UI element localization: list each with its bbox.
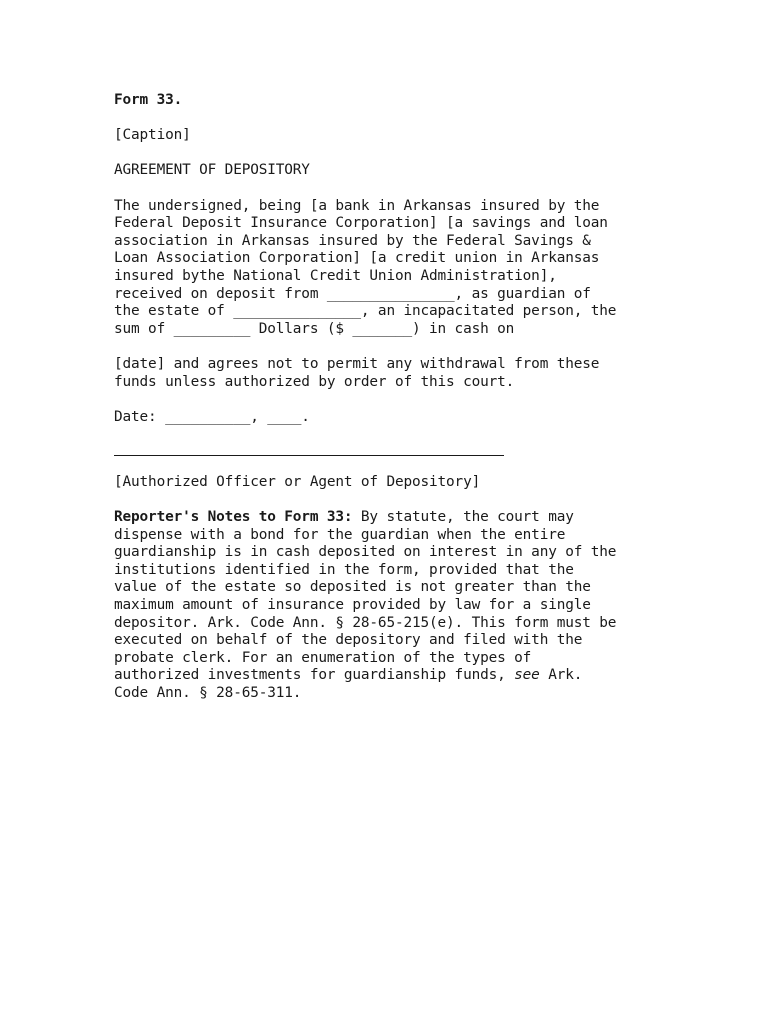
terms-line: [date] and agrees not to permit any withdrawal from these — [114, 355, 600, 372]
body-line: received on deposit from _______________, as guardian of — [114, 285, 591, 302]
notes-line: depositor. Ark. Code Ann. § 28-65-215(e). This form must be — [114, 614, 617, 631]
body-line: insured bythe National Credit Union Administration], — [114, 267, 557, 284]
notes-first-line-rest: By statute, the court may — [352, 509, 574, 526]
spacer — [114, 426, 674, 444]
date-line: Date: __________, ____. — [114, 408, 310, 425]
notes-line: institutions identified in the form, provided that the — [114, 561, 574, 578]
notes-line: probate clerk. For an enumeration of the types of — [114, 649, 532, 666]
document-page — [114, 92, 674, 703]
body-line: sum of _________ Dollars ($ _______) in cash on — [114, 320, 515, 337]
signature-line — [114, 455, 504, 456]
notes-line: maximum amount of insurance provided by law for a single — [114, 597, 591, 614]
spacer — [114, 180, 674, 198]
notes-see-italic: see — [514, 667, 540, 684]
body-line: Federal Deposit Insurance Corporation] [a savings and loan — [114, 215, 608, 232]
notes-line: guardianship is in cash deposited on interest in any of the — [114, 544, 617, 561]
notes-final-line: Code Ann. § 28-65-311. — [114, 685, 302, 701]
spacer — [114, 145, 674, 163]
notes-line: executed on behalf of the depository and filed with the — [114, 632, 583, 649]
notes-first-line — [114, 509, 674, 527]
body-line: Loan Association Corporation] [a credit union in Arkansas — [114, 250, 600, 267]
notes-line: dispense with a bond for the guardian when the entire — [114, 526, 566, 543]
reporters-notes — [114, 509, 674, 703]
signature-caption: [Authorized Officer or Agent of Depository] — [114, 473, 481, 490]
notes-line — [114, 667, 674, 685]
spacer — [114, 491, 674, 509]
notes-label: Reporter's Notes to Form 33: — [114, 509, 353, 526]
spacer — [114, 338, 674, 356]
form-title: Form 33. — [114, 92, 183, 108]
agreement-heading: AGREEMENT OF DEPOSITORY — [114, 162, 310, 179]
terms-line: funds unless authorized by order of this court. — [114, 373, 515, 390]
agreement-terms-paragraph — [114, 356, 674, 391]
spacer — [114, 391, 674, 409]
notes-last-pre: authorized investments for guardianship funds, — [114, 667, 515, 684]
body-line: The undersigned, being [a bank in Arkansas insured by the — [114, 197, 600, 214]
notes-last-post: Ark. — [539, 667, 583, 684]
notes-line: value of the estate so deposited is not greater than the — [114, 579, 591, 596]
agreement-body-paragraph — [114, 198, 674, 339]
caption-placeholder: [Caption] — [114, 127, 191, 144]
body-line: the estate of _______________, an incapacitated person, the — [114, 303, 617, 320]
body-line: association in Arkansas insured by the Federal Savings & — [114, 232, 591, 249]
spacer — [114, 110, 674, 128]
